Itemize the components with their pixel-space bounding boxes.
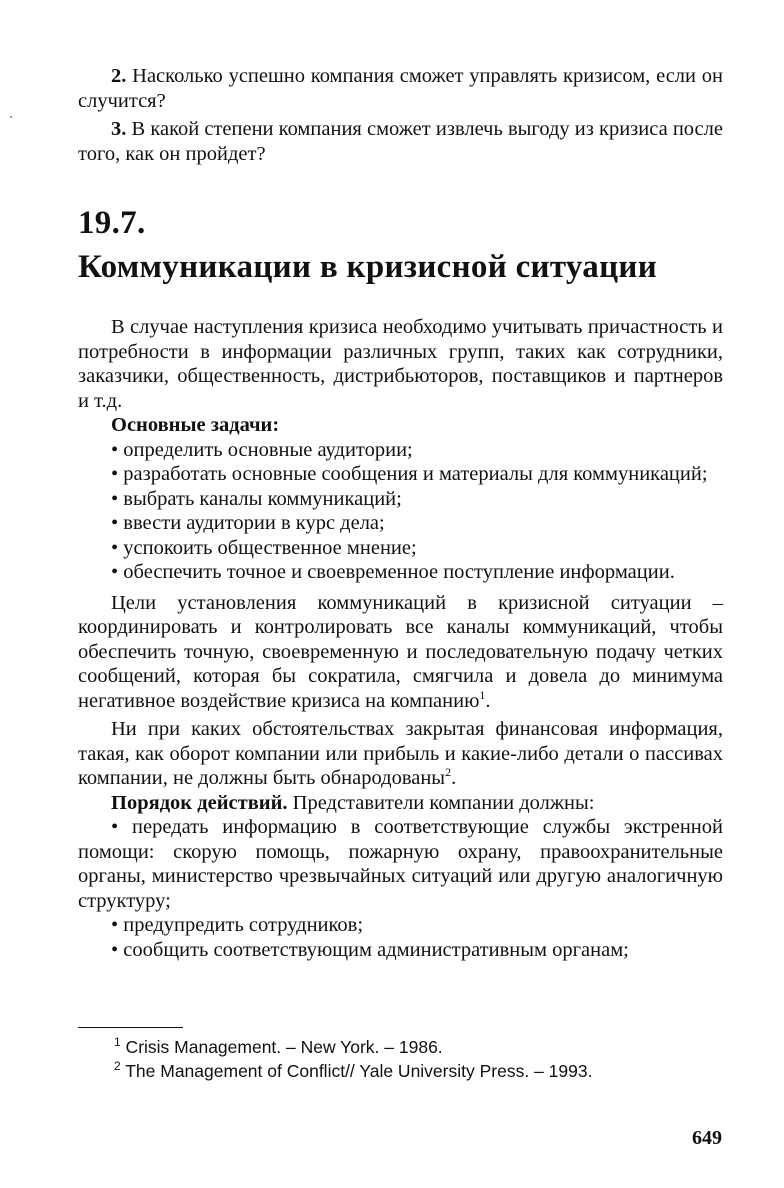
item-number: 3. — [111, 118, 127, 140]
list-item: • передать информацию в соответствующие службы экстренной помощи: скорую помощь, пожарную охрану, правоохранительные органы, министерство чрезвычайных ситуаций или другую аналогичную структуру; — [78, 816, 723, 912]
top-list — [78, 64, 723, 166]
list-item — [78, 117, 723, 166]
secrecy-paragraph: Ни при каких обстоятельствах закрытая финансовая информация, такая, как оборот компании или прибыль и какие-либо детали о пассивах компании, не должны быть обнародованы$^2$. — [78, 718, 723, 789]
footnote-divider — [78, 1027, 183, 1028]
tasks-heading: Основные задачи: — [111, 414, 280, 436]
list-item — [78, 64, 723, 113]
list-item: • успокоить общественное мнение; — [111, 536, 417, 559]
list-item: • разработать основные сообщения и материалы для коммуникаций; — [111, 463, 708, 485]
footnote-text: The Management of Conflict// Yale University Press. – 1993. — [120, 1061, 593, 1081]
intro-paragraph: В случае наступления кризиса необходимо учитывать причастность и потребности в информации различных групп, таких как сотрудники, заказчики, общественность, дистрибьюторов, поставщиков и партнеров и т.д. — [78, 316, 723, 412]
footnote-mark: 2 — [114, 1059, 121, 1074]
list-item: • предупредить сотрудников; — [111, 914, 364, 936]
secrecy-text: Ни при каких обстоятельствах закрытая финансовая информация, такая, как оборот компании или прибыль и какие-либо детали о пассивах компании, не должны быть обнародованы — [78, 718, 723, 789]
footnote — [114, 1036, 443, 1058]
goals-text: Цели установления коммуникаций в кризисной ситуации – координировать и контролировать все каналы коммуникаций, чтобы обеспечить точную, своевременную и последовательную подачу четких сообщений, которая бы сократила, смягчила и довела до минимума негативное воздействие кризиса на компанию — [78, 591, 723, 712]
item-text: В какой степени компания сможет извлечь выгоду из кризиса после того, как он пройдет? — [78, 118, 723, 165]
item-text: Насколько успешно компания сможет управлять кризисом, если он случится? — [78, 65, 723, 112]
footnote-ref: 1 — [479, 687, 486, 702]
footnote-mark: 1 — [114, 1035, 121, 1050]
item-number: 2. — [111, 65, 127, 87]
procedure-paragraph — [78, 791, 723, 816]
footnote-text: Crisis Management. – New York. – 1986. — [120, 1037, 443, 1057]
list-item: • обеспечить точное и своевременное поступление информации. — [111, 561, 675, 583]
scan-mark — [10, 116, 12, 118]
list-item: • выбрать каналы коммуникаций; — [111, 487, 402, 510]
procedure-text: Представители компании должны: — [287, 791, 595, 814]
section-number: 19.7. — [78, 205, 146, 241]
procedure-heading: Порядок действий. — [111, 791, 288, 814]
goals-paragraph: Цели установления коммуникаций в кризисной ситуации – координировать и контролировать все каналы коммуникаций, чтобы обеспечить точную, своевременную и последовательную подачу четких сообщений, которая бы сократила, смягчила и довела до минимума негативное воздействие кризиса на компанию$^1$. — [78, 591, 723, 712]
page-number: 649 — [692, 1127, 722, 1149]
list-item: • сообщить соответствующим административным органам; — [111, 938, 629, 961]
footnote — [114, 1060, 592, 1082]
section-title: Коммуникации в кризисной ситуации — [78, 249, 658, 285]
list-item: • определить основные аудитории; — [111, 438, 413, 461]
list-item: • ввести аудитории в курс дела; — [111, 512, 385, 534]
footnote-ref: 2 — [445, 765, 452, 780]
body-text — [78, 315, 723, 962]
